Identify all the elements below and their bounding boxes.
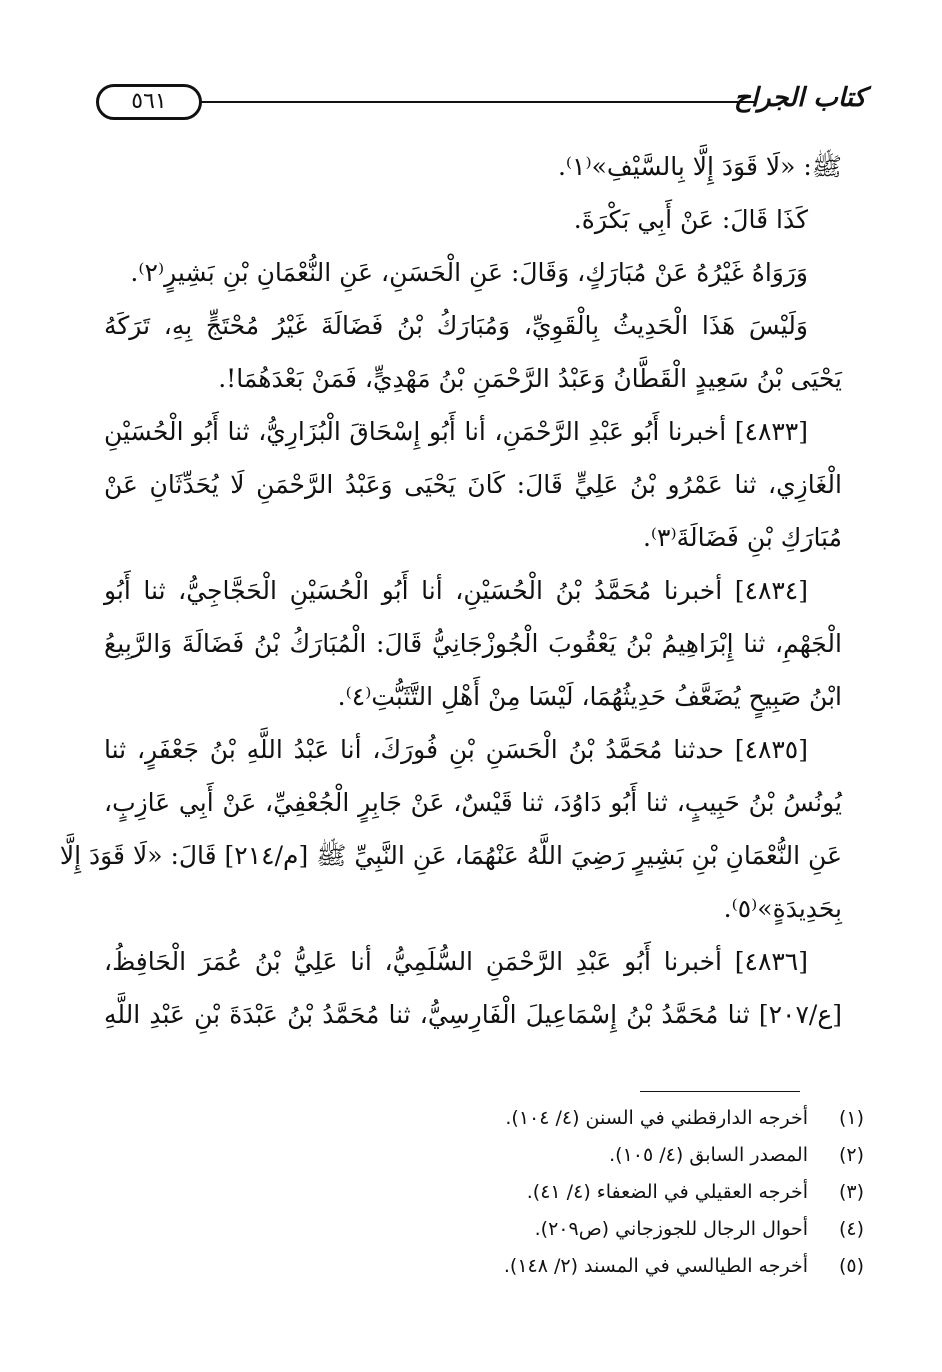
text-line: وَرَوَاهُ غَيْرُهُ عَنْ مُبَارَكٍ، وَقَالَ: عَنِ الْحَسَنِ، عَنِ النُّعْمَانِ بْنِ بَشِيرٍ⁽٢⁾. (130, 258, 808, 287)
footnote-text: أحوال الرجال للجوزجاني (ص٢٠٩). (534, 1218, 808, 1240)
text-line: [ع/٢٠٧] ثنا مُحَمَّدُ بْنُ إِسْمَاعِيلَ الْفَارِسِيُّ، ثنا مُحَمَّدُ بْنُ عَبْدَةَ بْنِ عَبْدِ اللَّهِ (104, 1000, 842, 1029)
text-line: وَلَيْسَ هَذَا الْحَدِيثُ بِالْقَوِيِّ، وَمُبَارَكُ بْنُ فَضَالَةَ غَيْرُ مُحْتَجٍّ بِهِ، تَرَكَهُ (104, 311, 808, 340)
footnote-number: (٣) (838, 1181, 864, 1203)
text-line: الْجَهْمِ، ثنا إِبْرَاهِيمُ بْنُ يَعْقُوبَ الْجُوزْجَانِيُّ قَالَ: الْمُبَارَكُ بْنُ فَضَالَةَ وَالرَّبِيعُ (104, 629, 842, 658)
footnote (104, 1248, 864, 1285)
text-line: الْغَازِي، ثنا عَمْرُو بْنُ عَلِيٍّ قَالَ: كَانَ يَحْيَى وَعَبْدُ الرَّحْمَنِ لَا يُحَدِّثَانِ عَنْ (104, 470, 842, 499)
footnote-text: أخرجه العقيلي في الضعفاء (٤/ ٤١). (526, 1181, 808, 1203)
footnote-text: المصدر السابق (٤/ ١٠٥). (609, 1144, 808, 1166)
footnote (104, 1137, 864, 1174)
footnote-text: أخرجه الدارقطني في السنن (٤/ ١٠٤). (505, 1107, 808, 1129)
footnote-number: (١) (838, 1107, 864, 1129)
text-line: يَحْيَى بْنُ سَعِيدٍ الْقَطَّانُ وَعَبْدُ الرَّحْمَنِ بْنُ مَهْدِيٍّ، فَمَنْ بَعْدَهُمَا!. (218, 364, 842, 393)
text-line: [٤٨٣٤] أخبرنا مُحَمَّدُ بْنُ الْحُسَيْنِ، أنا أَبُو الْحُسَيْنِ الْحَجَّاجِيُّ، ثنا أَبُو (104, 576, 808, 605)
footnote (104, 1174, 864, 1211)
text-line: كَذَا قَالَ: عَنْ أَبِي بَكْرَةَ. (573, 205, 808, 234)
footnote-number: (٥) (838, 1255, 864, 1277)
footnote (104, 1211, 864, 1248)
text-line: ﷺ: «لَا قَوَدَ إِلَّا بِالسَّيْفِ»⁽١⁾. (557, 152, 842, 181)
text-line: يُونُسُ بْنُ حَبِيبٍ، ثنا أَبُو دَاوُدَ، ثنا قَيْسٌ، عَنْ جَابِرٍ الْجُعْفِيِّ، عَنْ أَبِي عَازِبٍ، (104, 788, 842, 817)
main-text (59, 140, 842, 1041)
footnote (104, 1100, 864, 1137)
page-number: ٥٦١ (96, 84, 202, 120)
footnote-number: (٢) (838, 1144, 864, 1166)
footnotes (104, 1100, 864, 1285)
page-header (96, 78, 866, 138)
text-line: بِحَدِيدَةٍ»⁽٥⁾. (723, 894, 842, 923)
text-line: مُبَارَكِ بْنِ فَضَالَةَ⁽٣⁾. (642, 523, 842, 552)
header-rule (200, 101, 756, 103)
text-line: عَنِ النُّعْمَانِ بْنِ بَشِيرٍ رَضِيَ اللَّهُ عَنْهُمَا، عَنِ النَّبِيِّ ﷺ [م/٢١٤] قَالَ: «لَا قَوَدَ إِلَّا (59, 841, 842, 870)
footnote-separator (640, 1091, 800, 1092)
footnote-text: أخرجه الطيالسي في المسند (٢/ ١٤٨). (503, 1255, 808, 1277)
text-line: [٤٨٣٦] أخبرنا أَبُو عَبْدِ الرَّحْمَنِ السُّلَمِيُّ، أنا عَلِيُّ بْنُ عُمَرَ الْحَافِظُ، (104, 947, 808, 976)
text-line: [٤٨٣٣] أخبرنا أَبُو عَبْدِ الرَّحْمَنِ، أنا أَبُو إِسْحَاقَ الْبُزَارِيُّ، ثنا أَبُو الْحُسَيْنِ (104, 417, 808, 446)
footnote-number: (٤) (838, 1218, 864, 1240)
book-title: كتاب الجراح (734, 83, 866, 113)
text-line: ابْنُ صَبِيحٍ يُضَعَّفُ حَدِيثُهُمَا، لَيْسَا مِنْ أَهْلِ التَّثَبُّتِ⁽٤⁾. (337, 682, 842, 711)
text-line: [٤٨٣٥] حدثنا مُحَمَّدُ بْنُ الْحَسَنِ بْنِ فُورَكَ، أنا عَبْدُ اللَّهِ بْنُ جَعْفَرٍ، ثنا (104, 735, 808, 764)
